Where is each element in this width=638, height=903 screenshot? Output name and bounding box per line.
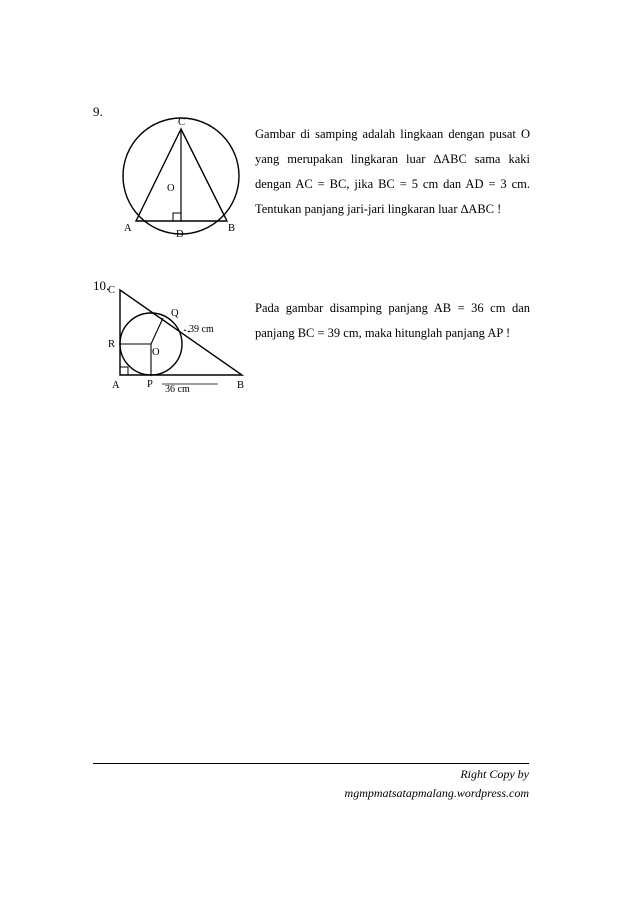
label-q: Q — [171, 308, 179, 319]
problem-9-number: 9. — [93, 104, 103, 119]
problem-10-text: Pada gambar disamping panjang AB = 36 cm dan panjang BC = 39 cm, maka hitunglah panjang AP ! — [255, 301, 530, 340]
footer-divider — [93, 763, 529, 764]
right-angle-mark — [173, 213, 181, 221]
problem-9-diagram — [110, 112, 250, 247]
label-d: D — [176, 229, 184, 240]
label-p: P — [147, 379, 153, 390]
problem-10-number: 10. — [93, 278, 110, 293]
problem-9-text: Gambar di samping adalah lingkaan dengan pusat O yang merupakan lingkaran luar ∆ABC sama kaki dengan AC = BC, jika BC = 5 cm dan AD = 3 cm. Tentukan panjang jari-jari lingkaran luar ∆ABC ! — [255, 127, 530, 216]
footer-credit: Right Copy by — [460, 767, 529, 781]
right-angle-mark — [120, 367, 128, 375]
label-o: O — [152, 347, 160, 358]
label-a: A — [124, 223, 132, 234]
problem-10-diagram — [100, 280, 250, 400]
bc-length-label: 39 cm — [189, 324, 214, 335]
ab-length-label: 36 cm — [165, 384, 190, 395]
label-b: B — [237, 380, 245, 391]
label-b: B — [228, 223, 236, 234]
label-o: O — [167, 183, 175, 194]
label-r: R — [108, 339, 116, 350]
label-a: A — [112, 380, 120, 391]
footer-website: mgmpmatsatapmalang.wordpress.com — [344, 786, 529, 800]
label-c: C — [108, 285, 116, 296]
label-c: C — [178, 117, 186, 128]
triangle-abc — [120, 290, 242, 375]
radius-oq — [151, 318, 163, 344]
